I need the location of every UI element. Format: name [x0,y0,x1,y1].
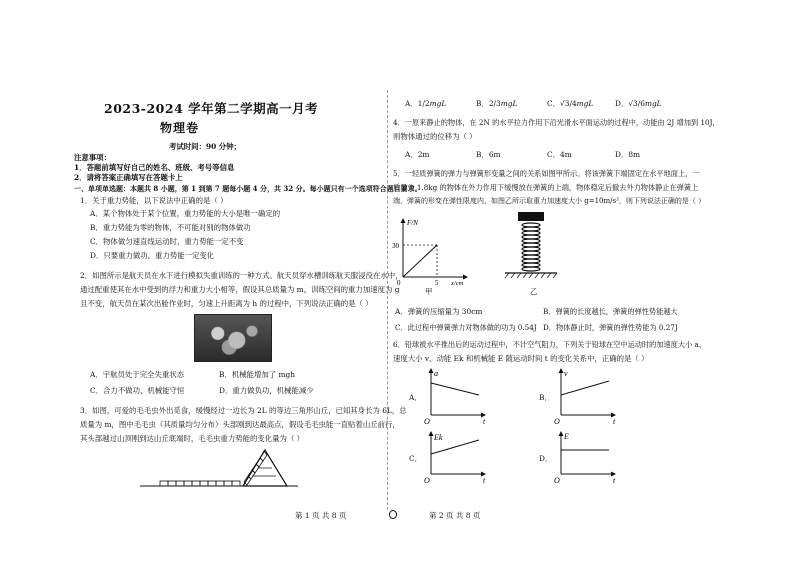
svg-text:v: v [564,369,568,378]
notice-heading: 注意事项： [74,153,111,162]
notice-2: 2．请将答案正确填写在答题卡上 [74,173,183,182]
spring-figure [501,210,561,280]
q2-option-d: D．重力做负功，机械能减少 [219,386,314,395]
graph-y-tick: 30 [392,242,399,250]
astronaut-underwater-photo [194,314,272,362]
graph-x-tick: 5 [435,279,439,287]
q1-option-a: A．某个物体处于某个位置，重力势能的大小是唯一确定的 [90,209,281,218]
q1-option-b: B．重力势能为零的物体，不可能对别的物体做功 [90,223,251,232]
page-footer-2: 第 2 页 共 8 页 [429,511,481,520]
q2-stem-line2: 通过配重使其在水中受到的浮力和重力大小相等，假设其总质量为 m，训练空间的重力加速度为 g [80,285,400,294]
svg-text:O: O [424,476,430,485]
svg-text:t: t [483,417,486,426]
svg-text:t: t [483,476,486,485]
q3-stem-line1: 3．如图，可爱的毛毛虫外出觅食，缓慢经过一边长为 2L 的等边三角形山丘，已知其身长为 6L，总 [80,406,407,415]
graph-x-label: x/cm [451,280,464,287]
q5-option-b: B．弹簧的长度越长，弹簧的弹性势能越大 [543,307,678,316]
q6-option-d-letter: D． [539,454,553,463]
q5-option-a: A．弹簧的压缩量为 30cm [395,307,483,316]
q6-graph-c [423,428,493,486]
q2-stem-line1: 2．如图所示是航天员在水下进行模拟失重训练的一种方式。航天员穿水槽训练航天服浸没在水中， [80,271,403,280]
q3-stem-line2: 质量为 m，图中毛毛虫（其质量均匀分布）头部刚到达最高点，假设毛毛虫能一直贴着山丘前行， [80,420,400,429]
q1-option-d: D．只要重力做功，重力势能一定变化 [90,251,215,260]
figure-yi-caption: 乙 [530,287,538,296]
svg-text:O: O [554,417,560,426]
q4-stem-line2: 则物体通过的位移为（ ） [393,132,477,141]
q3-stem-line3: 其头部越过山顶刚到达山丘底端时，毛毛虫重力势能的变化量为（ ） [80,434,305,443]
q2-option-c: C．合力不做功，机械能守恒 [90,386,185,395]
notice-1: 1．答题前填写好自己的姓名、班级、考号等信息 [74,163,235,172]
q4-stem-line1: 4．一原来静止的物体，在 2N 的水平拉力作用下沿光滑水平面运动的过程中，动能由 2J 增加到 10J， [393,118,720,127]
q6-stem-line2: 速度大小 v、动能 Ek 和机械能 E 随运动时间 t 的变化关系中，正确的是（ ） [393,354,649,363]
q5-stem-line3: 端，弹簧的形变在弹性限度内，如图乙所示取重力加速度大小 g=10m/s²，则下列说法正确的是（ ） [393,197,706,205]
section-heading: 一、单项单选题：本题共 8 小题，第 1 到第 7 题每小题 4 分，共 32 分。每小题只有一个选项符合题目要求。 [74,184,422,193]
q5-option-c: C．此过程中弹簧弹力对物体做的功为 0.54J [395,323,537,332]
q3-option-b: B．2/3mgL [476,99,518,108]
svg-text:a: a [434,369,438,378]
subject-title: 物理卷 [160,121,200,135]
q4-option-a: A．2m [405,150,430,159]
q5-stem-line1: 5．一轻质弹簧的弹力与弹簧形变量之间的关系如图甲所示。将该弹簧下端固定在水平地面上，一 [393,169,700,178]
exam-time: 考试时间：90 分钟； [169,142,241,151]
q6-stem-line1: 6．铅球被水平推出后的运动过程中，不计空气阻力，下列关于铅球在空中运动时的加速度大小 a、 [393,340,707,349]
svg-text:O: O [424,417,430,426]
graph-origin: 0 [397,279,401,287]
q4-option-d: D．8m [615,150,641,159]
figure-jia-caption: 甲 [425,287,433,296]
q2-option-b: B．机械能增加了 mgh [219,370,296,379]
q5-option-d: D．物体静止时，弹簧的弹性势能为 0.27J [543,323,678,332]
force-deformation-graph [392,213,475,291]
q6-option-b-letter: B． [539,393,552,402]
q2-option-a: A．宇航员处于完全失重状态 [90,370,185,379]
q4-option-b: B．6m [476,150,501,159]
q6-graph-d [553,428,623,486]
q5-stem-line2: 质量为 1.8kg 的物体在外力作用下缓慢放在弹簧的上端，物体稳定后撤去外力物体静止在弹簧上 [393,183,699,192]
caterpillar-hill-figure [140,446,300,490]
q1-stem: 1．关于重力势能，以下说法中正确的是（ ） [80,196,228,205]
svg-text:E: E [564,432,569,441]
block-mass [518,212,544,221]
column-divider [387,90,388,510]
right-column [389,0,794,561]
q4-option-c: C．4m [547,150,572,159]
q3-option-a: A．1/2mgL [405,99,447,108]
graph-y-label: F/N [407,219,418,227]
q2-stem-line3: 且不变，航天员在某次出舱作业时，匀速上升距离为 h 的过程中，下列说法正确的是（ ） [80,299,373,308]
svg-text:t: t [613,476,616,485]
q6-graph-b [553,365,623,427]
q6-option-a-letter: A． [409,393,422,402]
svg-text:Ek: Ek [434,433,443,442]
page-footer-1: 第 1 页 共 8 页 [295,511,347,520]
q3-option-c: C．√3/4mgL [547,99,594,108]
svg-text:t: t [613,417,616,426]
q1-option-c: C．物体做匀速直线运动时，重力势能一定不变 [90,237,244,246]
q3-option-d: D．√3/6mgL [615,99,662,108]
q6-graph-a [423,365,493,427]
svg-text:O: O [554,476,560,485]
exam-title: 2023-2024 学年第二学期高一月考 [104,101,319,116]
q6-option-c-letter: C． [409,454,423,463]
